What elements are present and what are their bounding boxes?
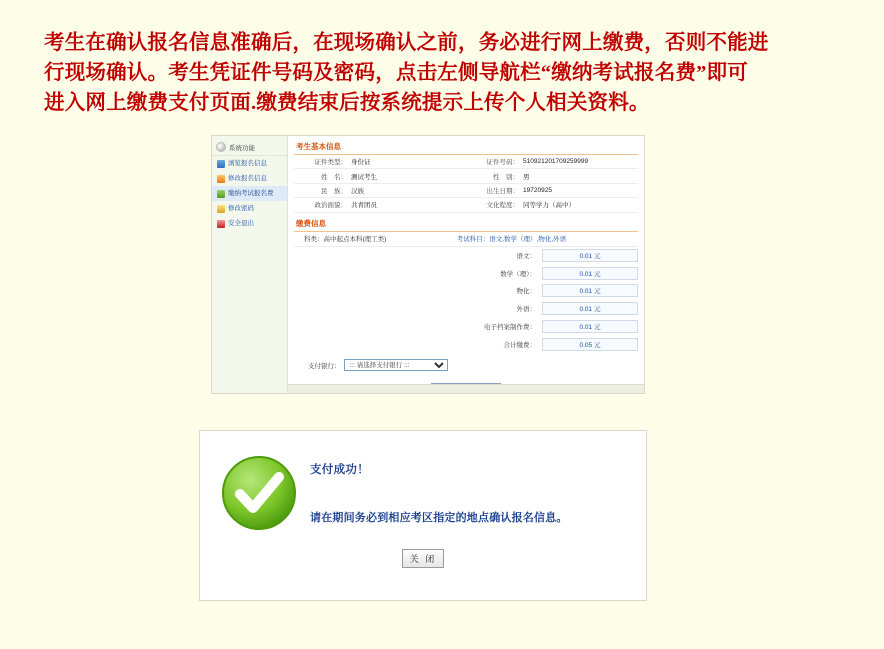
table-row [294, 198, 638, 212]
fee-line [294, 300, 638, 318]
field-label: 文化程度： [466, 198, 521, 212]
fee-value: 0.01 元 [542, 302, 638, 315]
bank-label: 支付银行： [308, 362, 341, 370]
table-row [294, 155, 638, 169]
field-label: 民 族： [294, 183, 349, 197]
subject-value: 高中起点本科(理工类) [323, 236, 387, 243]
fee-line [294, 318, 638, 336]
sidebar-item-edit-info[interactable] [212, 171, 287, 186]
system-icon [216, 142, 226, 152]
exit-icon [217, 220, 225, 228]
fee-value: 0.01 元 [542, 320, 638, 333]
key-icon [217, 205, 225, 213]
success-check-icon [220, 454, 298, 532]
basic-info-section-title: 考生基本信息 [294, 140, 638, 155]
sidebar-title [212, 140, 287, 156]
instruction-line-2: 行现场确认。考生凭证件号码及密码，点击左侧导航栏“缴纳考试报名费”即可 [44, 62, 748, 84]
fee-info-section-title: 缴费信息 [294, 215, 638, 232]
field-value: 共青团员 [349, 198, 466, 212]
sidebar-item-label: 修改报名信息 [228, 175, 267, 182]
basic-info-table [294, 155, 638, 213]
field-value: 汉族 [349, 183, 466, 197]
fee-label: 电子档案制作费： [484, 324, 536, 332]
fee-value: 0.01 元 [542, 267, 638, 280]
payment-main-panel [288, 136, 644, 393]
field-value: 510921201709259999 [521, 155, 638, 169]
sidebar-item-label: 修改密码 [228, 205, 254, 212]
fee-value: 0.05 元 [542, 338, 638, 351]
field-label: 证件类型： [294, 155, 349, 169]
fee-line-total [294, 335, 638, 353]
sidebar-item-label: 安全退出 [228, 220, 254, 227]
fee-label: 外语： [516, 306, 536, 314]
field-value: 测试考生 [349, 169, 466, 183]
table-row [294, 183, 638, 197]
field-value: 同等学力（高中） [521, 198, 638, 212]
fee-line [294, 264, 638, 282]
field-value: 男 [521, 169, 638, 183]
sidebar-item-pay-fee[interactable] [212, 186, 287, 201]
success-title: 支付成功！ [310, 464, 369, 476]
exam-subjects-text: 考试科目：语文,数学（理）,物化,外语 [456, 236, 567, 243]
sidebar-title-label: 系统功能 [229, 144, 255, 152]
money-icon [217, 190, 225, 198]
instruction-line-1: 考生在确认报名信息准确后，在现场确认之前，务必进行网上缴费，否则不能进 [44, 32, 769, 54]
sidebar-item-label: 缴纳考试报名费 [228, 190, 274, 197]
fee-value: 0.01 元 [542, 284, 638, 297]
fee-label: 合计缴费： [503, 341, 536, 349]
page-footer-bar [288, 384, 644, 393]
fee-line [294, 282, 638, 300]
payment-success-screenshot [199, 430, 647, 601]
table-row [294, 169, 638, 183]
fee-label: 物化： [516, 288, 536, 296]
field-value: 身份证 [349, 155, 466, 169]
field-label: 证件号码： [466, 155, 521, 169]
success-text-block [310, 461, 632, 525]
pencil-icon [217, 175, 225, 183]
fee-label: 语文： [516, 252, 536, 260]
field-value: 19720925 [521, 183, 638, 197]
bank-select-row [294, 359, 638, 371]
subject-row [294, 232, 638, 247]
sidebar-item-change-password[interactable] [212, 201, 287, 216]
subject-label: 科类： [304, 236, 324, 243]
fee-label: 数学（理）： [500, 270, 536, 278]
document-icon [217, 160, 225, 168]
sidebar-item-label: 浏览报名信息 [228, 160, 267, 167]
sidebar [212, 136, 288, 393]
fee-line [294, 247, 638, 265]
sidebar-item-browse-info[interactable] [212, 156, 287, 171]
instruction-text [44, 28, 844, 118]
success-message: 请在期间务必到相应考区指定的地点确认报名信息。 [310, 512, 568, 524]
field-label: 出生日期： [466, 183, 521, 197]
close-button-row [200, 549, 646, 568]
field-label: 姓 名： [294, 169, 349, 183]
field-label: 性 别： [466, 169, 521, 183]
payment-page-screenshot [211, 135, 645, 394]
field-label: 政治面貌： [294, 198, 349, 212]
bank-select[interactable] [344, 359, 448, 371]
instruction-line-3: 进入网上缴费支付页面.缴费结束后按系统提示上传个人相关资料。 [44, 92, 650, 114]
sidebar-item-logout[interactable] [212, 216, 287, 231]
fee-value: 0.01 元 [542, 249, 638, 262]
close-button[interactable]: 关 闭 [402, 549, 445, 568]
